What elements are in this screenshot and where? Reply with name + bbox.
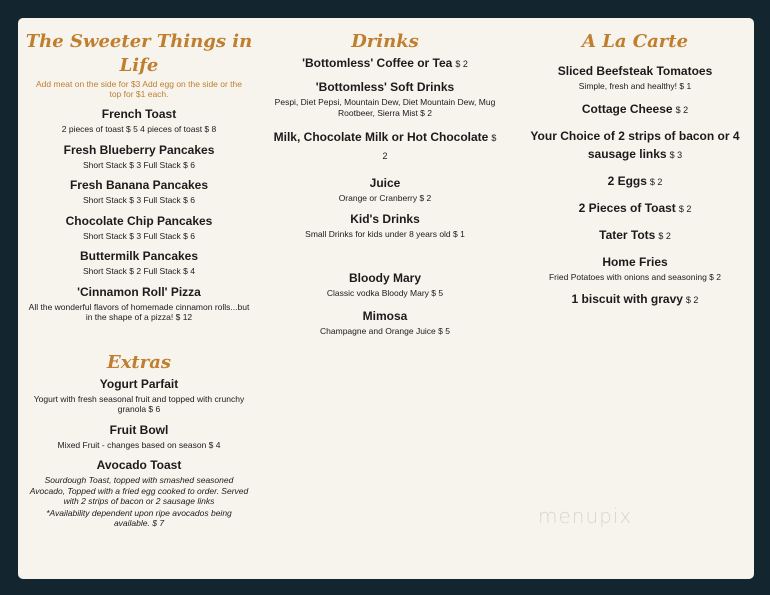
item-desc: Classic vodka Bloody Mary $ 5 [326,288,444,298]
sweeter-heading: The Sweeter Things in Life [25,31,253,76]
alacarte-heading: A La Carte [581,31,689,52]
extras-heading: Extras [106,351,172,373]
menu-item [520,172,750,190]
alacarte-column [520,30,750,314]
menu-item [270,78,500,118]
item-desc: Small Drinks for kids under 8 years old $ 1 [305,228,465,239]
menupix-watermark: menupix [538,504,633,528]
item-name: 2 Pieces of Toast [578,200,676,215]
item-price: $ 2 [678,203,692,214]
item-availability-note: *Availability dependent upon ripe avocados being available. $ 7 [46,507,232,528]
item-desc: Fried Potatoes with onions and seasoning $ 2 [548,271,721,282]
menu-item [24,375,254,415]
menu-item [520,226,750,244]
item-name: Cottage Cheese [581,101,673,116]
menu-item [520,253,750,283]
menu-item [24,141,254,171]
item-name: 'Cinnamon Roll' Pizza [77,284,201,299]
menu-item [24,105,254,135]
item-name: 'Bottomless' Coffee or Tea [302,56,453,70]
drinks-heading: Drinks [351,31,419,52]
item-name: Milk, Chocolate Milk or Hot Chocolate [273,130,489,144]
sweeter-note: Add meat on the side for $3 Add egg on the side or the top for $1 each. [35,79,243,99]
item-desc: Champagne and Orange Juice $ 5 [320,325,450,336]
item-name: Juice [369,176,401,190]
drinks-column [270,30,500,342]
item-name: Buttermilk Pancakes [79,249,199,263]
item-name: Tater Tots [599,227,656,242]
item-desc: Short Stack $ 3 Full Stack $ 6 [83,195,195,205]
item-name: 2 Eggs [607,173,647,188]
menu-item [270,54,500,72]
menu-item [520,290,750,308]
item-name: Mimosa [362,308,408,323]
menu-sheet [18,18,754,579]
menu-item [520,62,750,92]
item-name: Chocolate Chip Pancakes [65,213,213,228]
item-name: Fresh Banana Pancakes [69,178,209,192]
item-name: Sliced Beefsteak Tomatoes [557,64,713,78]
menu-item [24,283,254,323]
menu-item [270,128,500,164]
menu-item [520,100,750,118]
sweeter-column [24,30,254,535]
item-desc: Sourdough Toast, topped with smashed seasoned Avocado, Topped with a fried egg cooked to order. Served with 2 strips of bacon or 2 sausage links [29,475,249,506]
menu-item [24,421,254,451]
item-name: French Toast [101,107,177,121]
item-price: $ 2 [382,133,497,161]
item-desc: Mixed Fruit - changes based on season $ 4 [57,439,221,450]
item-name: Bloody Mary [348,271,421,285]
menu-item [24,212,254,242]
menu-item [24,247,254,277]
item-price: $ 2 [685,295,699,305]
extras-section [24,351,254,529]
item-name: Fruit Bowl [109,422,169,437]
item-desc: Short Stack $ 3 Full Stack $ 6 [83,159,195,170]
item-name: 'Bottomless' Soft Drinks [315,80,455,94]
menu-item [520,199,750,217]
menu-item [270,269,500,299]
item-name: Home Fries [602,254,668,269]
item-price: $ 3 [669,149,683,160]
item-name: Fresh Blueberry Pancakes [63,142,215,157]
item-price: $ 2 [658,230,671,241]
item-name: Kid's Drinks [350,211,420,226]
menu-item [270,210,500,240]
item-desc: All the wonderful flavors of homemade cinnamon rolls...but in the shape of a pizza! $ 12 [28,301,250,322]
menu-item [24,456,254,529]
item-desc: Simple, fresh and healthy! $ 1 [578,81,692,91]
menu-item [24,176,254,206]
item-name: 1 biscuit with gravy [571,292,683,306]
item-desc: Short Stack $ 3 Full Stack $ 6 [83,230,195,241]
item-price: $ 2 [675,104,689,115]
item-name: Your Choice of 2 strips of bacon or 4 sausage links [530,128,740,161]
item-desc: 2 pieces of toast $ 5 4 pieces of toast $ 8 [61,124,217,134]
item-desc: Orange or Cranberry $ 2 [338,193,432,203]
item-desc: Short Stack $ 2 Full Stack $ 4 [83,266,195,276]
menu-item [520,127,750,163]
item-desc: Pespi, Diet Pepsi, Mountain Dew, Diet Mountain Dew, Mug Rootbeer, Sierra Mist $ 2 [274,97,496,118]
item-price: $ 2 [455,59,468,69]
item-name: Yogurt Parfait [99,376,179,391]
item-price: $ 2 [649,176,663,187]
item-desc: Yogurt with fresh seasonal fruit and topped with crunchy granola $ 6 [33,393,245,414]
item-name: Avocado Toast [96,458,182,472]
menu-item [270,307,500,337]
menu-item [270,174,500,204]
